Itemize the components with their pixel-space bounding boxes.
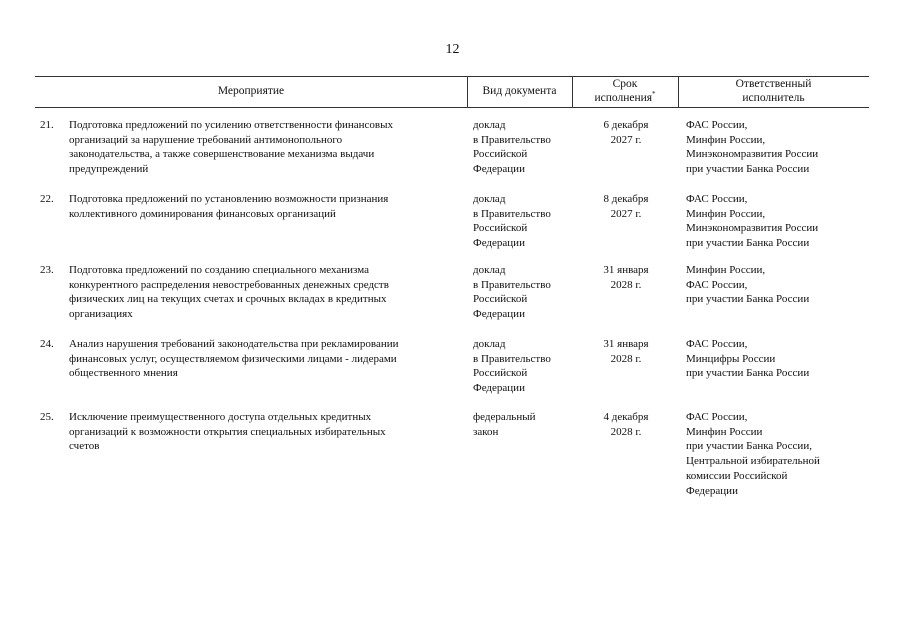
row-number: 23. bbox=[40, 264, 54, 276]
measure-cell: Подготовка предложений по усилению ответственности финансовых организаций за нарушение требований антимонопольного законодательства, а также совершенствование механизма выдачи предупреждений bbox=[69, 119, 394, 176]
header-term: Срок исполнения* bbox=[594, 78, 656, 104]
doc-type-cell: доклад в Правительство Российской Федерации bbox=[473, 264, 551, 321]
responsible-cell: ФАС России, Минфин России, Минэкономразвития России при участии Банка России bbox=[686, 119, 819, 176]
row-number: 24. bbox=[40, 338, 54, 350]
responsible-cell: ФАС России, Минцифры России при участии Банка России bbox=[686, 338, 810, 380]
term-cell: 4 декабря 2028 г. bbox=[603, 411, 649, 438]
term-cell: 31 января 2028 г. bbox=[603, 338, 649, 365]
row-number: 22. bbox=[40, 193, 54, 205]
doc-type-cell: доклад в Правительство Российской Федерации bbox=[473, 193, 551, 250]
row-number: 25. bbox=[40, 411, 54, 423]
term-cell: 6 декабря 2027 г. bbox=[603, 119, 649, 146]
page-number: 12 bbox=[445, 42, 460, 57]
doc-type-cell: доклад в Правительство Российской Федерации bbox=[473, 119, 551, 176]
responsible-cell: ФАС России, Минфин России при участии Банка России, Центральной избирательной комиссии Российской Федерации bbox=[686, 411, 820, 497]
measure-cell: Анализ нарушения требований законодательства при рекламировании финансовых услуг, осуществляемом физическими лицами - лидерами общественного мнения bbox=[69, 338, 399, 380]
measure-cell: Подготовка предложений по созданию специального механизма конкурентного распределения невостребованных денежных средств физических лиц на текущих счетах и срочных вкладах в кредитных организациях bbox=[69, 264, 389, 321]
row-number: 21. bbox=[40, 119, 54, 131]
doc-type-cell: федеральный закон bbox=[473, 411, 536, 438]
responsible-cell: Минфин России, ФАС России, при участии Банка России bbox=[686, 264, 810, 306]
header-doc-type: Вид документа bbox=[482, 85, 557, 97]
header-responsible: Ответственный исполнитель bbox=[735, 78, 812, 104]
table-header-bottom-border bbox=[35, 107, 869, 108]
header-measure: Мероприятие bbox=[217, 85, 285, 97]
doc-type-cell: доклад в Правительство Российской Федерации bbox=[473, 338, 551, 395]
term-cell: 31 января 2028 г. bbox=[603, 264, 649, 291]
measure-cell: Исключение преимущественного доступа отдельных кредитных организаций к возможности открытия специальных избирательных счетов bbox=[69, 411, 386, 453]
footnote-mark: * bbox=[652, 89, 656, 98]
measure-cell: Подготовка предложений по установлению возможности признания коллективного доминирования финансовых организаций bbox=[69, 193, 389, 220]
table-top-border bbox=[35, 76, 869, 77]
responsible-cell: ФАС России, Минфин России, Минэкономразвития России при участии Банка России bbox=[686, 193, 819, 250]
term-cell: 8 декабря 2027 г. bbox=[603, 193, 649, 220]
